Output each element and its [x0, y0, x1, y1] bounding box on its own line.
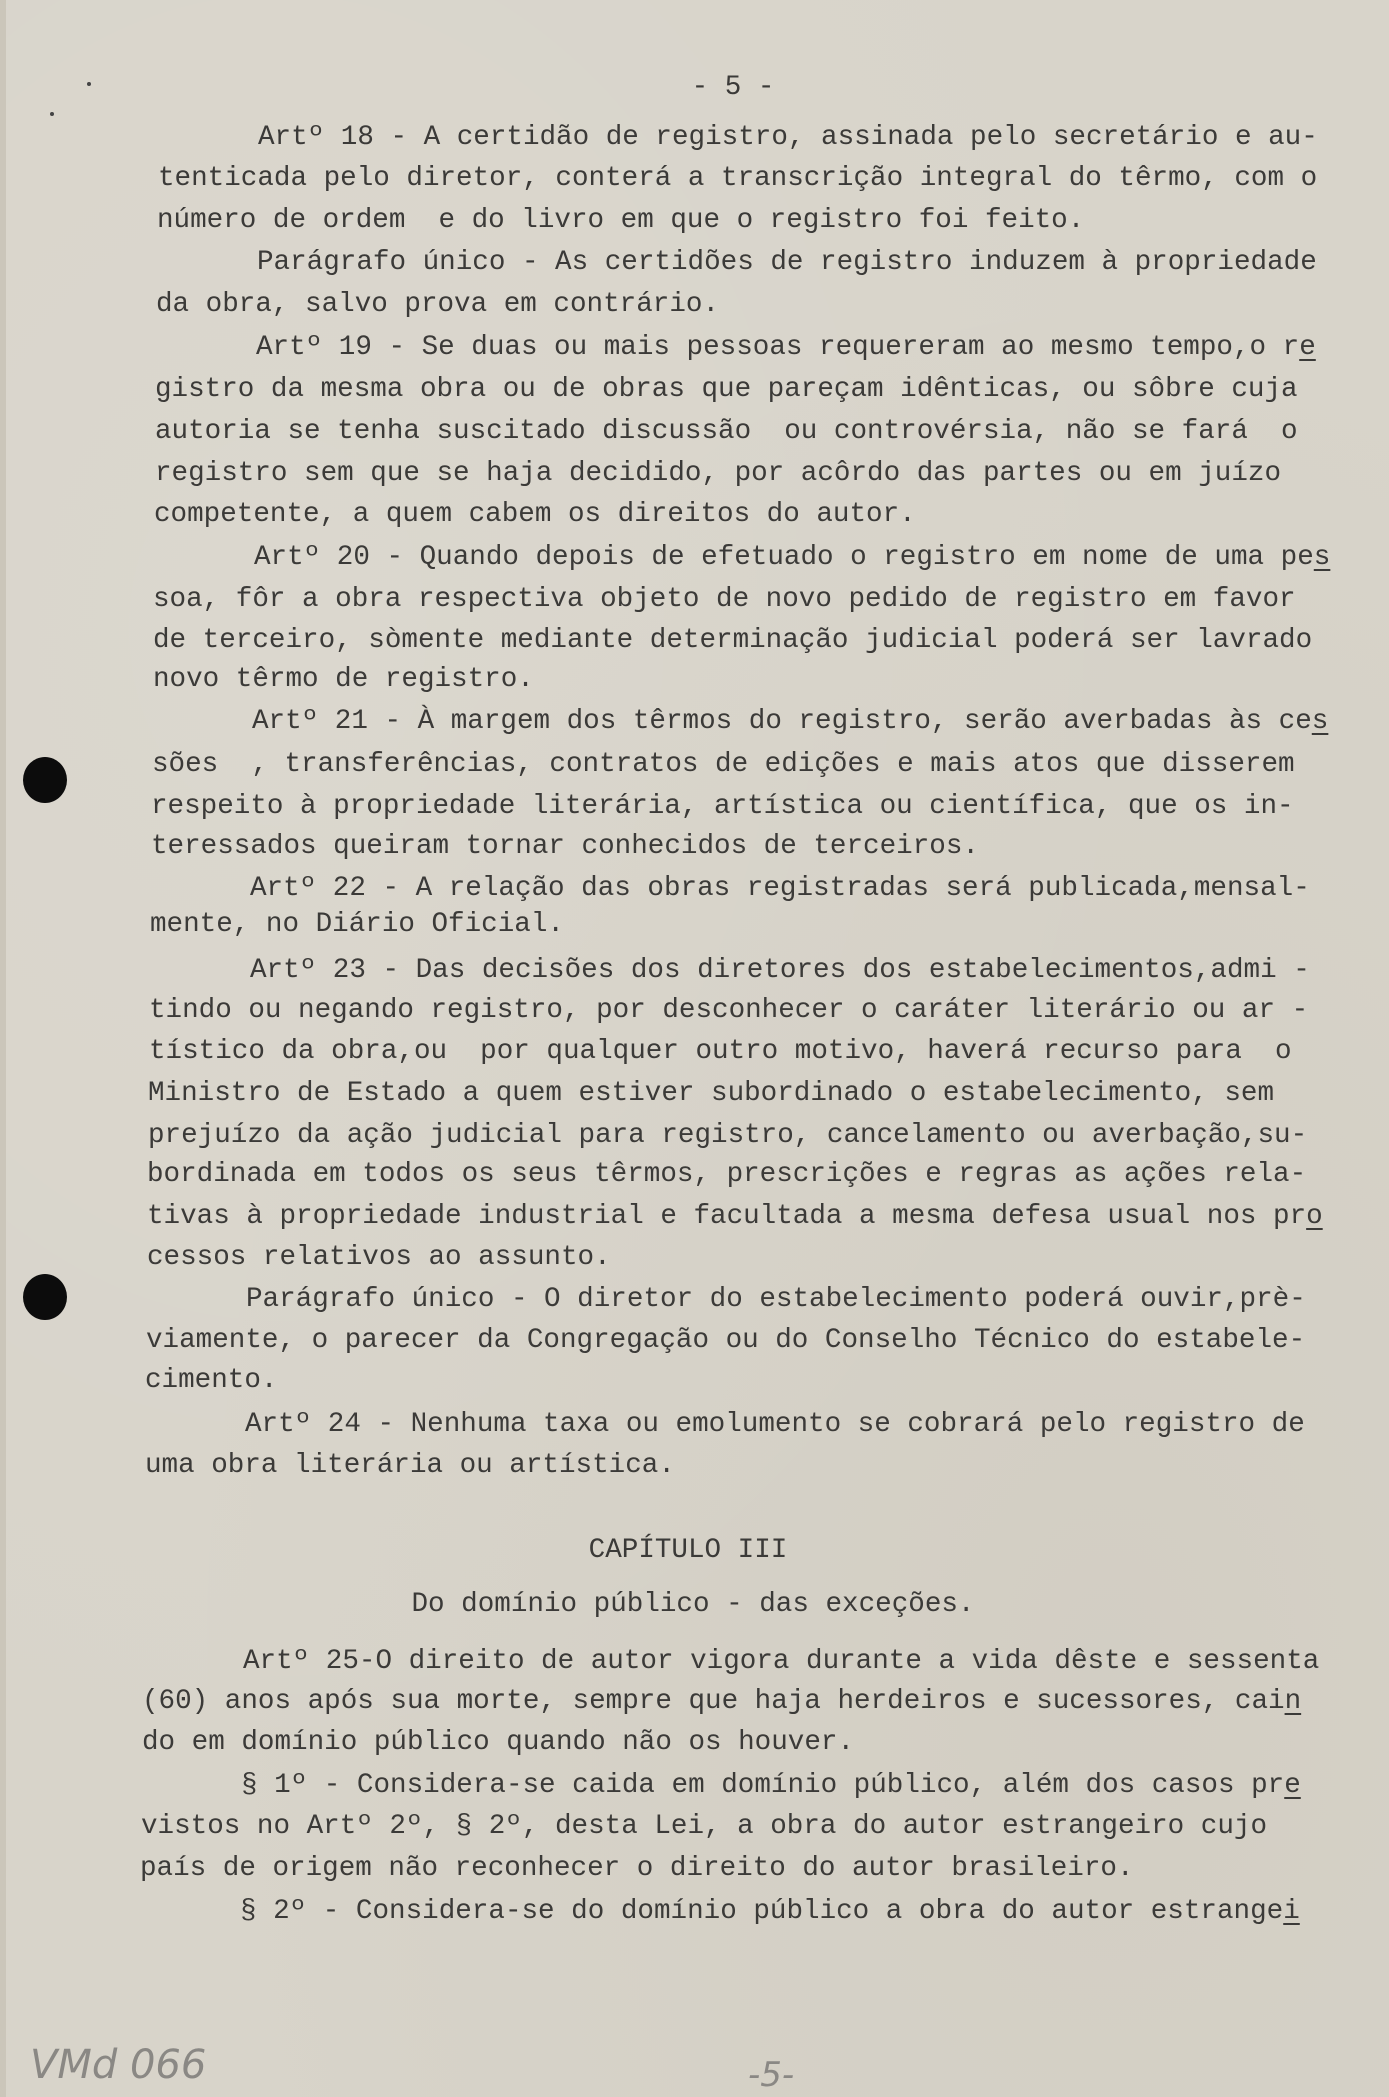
line-text: de terceiro, sòmente mediante determinação judicial poderá ser lavrado	[153, 625, 1313, 656]
ink-speck	[87, 82, 91, 86]
line-text: Artº 21 - À margem dos têrmos do registro, serão averbadas às ce	[252, 706, 1312, 737]
hyphenation-underline: e	[1284, 1770, 1301, 1801]
line-text: § 1º - Considera-se caida em domínio público, além dos casos pr	[241, 1770, 1285, 1801]
line-text: da obra, salvo prova em contrário.	[156, 289, 720, 320]
paragraph-line	[157, 205, 1084, 237]
paragraph-first-line	[241, 1770, 1301, 1802]
page-number-footer: -5-	[748, 2055, 795, 2095]
line-text: teressados queiram tornar conhecidos de terceiros.	[151, 831, 979, 862]
punch-hole	[23, 757, 67, 803]
paragraph-line	[158, 163, 1317, 195]
hyphenation-underline: s	[1311, 706, 1329, 737]
paragraph-line	[145, 1365, 277, 1397]
line-text: autoria se tenha suscitado discussão ou controvérsia, não se fará o	[155, 416, 1298, 447]
paragraph-line	[147, 1201, 1323, 1233]
line-text: gistro da mesma obra ou de obras que pareçam idênticas, ou sôbre cuja	[155, 374, 1298, 405]
paragraph-line	[154, 499, 916, 531]
line-text: mente, no Diário Oficial.	[150, 909, 564, 940]
line-text: tístico da obra,ou por qualquer outro motivo, haverá recurso para o	[149, 1036, 1292, 1067]
punch-hole	[23, 1274, 67, 1320]
paragraph-line	[146, 1325, 1305, 1357]
line-text: sões , transferências, contratos de edições e mais atos que disserem	[152, 749, 1295, 780]
paragraph-first-line	[252, 706, 1328, 738]
hyphenation-underline: e	[1299, 332, 1316, 363]
paragraph-line	[141, 1811, 1267, 1843]
hyphenation-underline: s	[1313, 542, 1331, 573]
line-text: país de origem não reconhecer o direito do autor brasileiro.	[140, 1853, 1134, 1884]
line-text: tenticada pelo diretor, conterá a transcrição integral do têrmo, com o	[158, 163, 1318, 194]
page-number-header: - 5 -	[691, 72, 775, 103]
paragraph-first-line	[256, 332, 1316, 364]
line-text: (60) anos após sua morte, sempre que haja herdeiros e sucessores, cai	[142, 1686, 1285, 1717]
line-text: Artº 23 - Das decisões dos diretores dos estabelecimentos,admi -	[250, 955, 1310, 986]
page-edge	[0, 0, 6, 2097]
paragraph-first-line	[243, 1646, 1319, 1678]
line-text: Artº 19 - Se duas ou mais pessoas requereram ao mesmo tempo,o r	[256, 332, 1300, 363]
paragraph-first-line	[250, 955, 1310, 987]
paragraph-line	[155, 458, 1281, 490]
line-text: Artº 22 - A relação das obras registradas será publicada,mensal-	[250, 873, 1310, 904]
hyphenation-underline: o	[1306, 1201, 1323, 1232]
paragraph-line	[156, 289, 719, 321]
line-text: Ministro de Estado a quem estiver subordinado o estabelecimento, sem	[148, 1078, 1275, 1109]
handwritten-reference: VMd 066	[30, 2042, 207, 2088]
line-text: Artº 24 - Nenhuma taxa ou emolumento se cobrará pelo registro de	[245, 1409, 1305, 1440]
ink-speck	[50, 112, 54, 116]
paragraph-first-line	[258, 122, 1318, 154]
line-text: viamente, o parecer da Congregação ou do Conselho Técnico do estabele-	[146, 1325, 1306, 1356]
paragraph-line	[150, 909, 564, 941]
paragraph-first-line	[257, 247, 1317, 279]
paragraph-line	[149, 1036, 1292, 1068]
paragraph-line	[148, 1078, 1274, 1110]
paragraph-line	[151, 791, 1294, 823]
chapter-title: CAPÍTULO III	[588, 1535, 788, 1566]
line-text: competente, a quem cabem os direitos do autor.	[154, 499, 916, 530]
line-text: novo têrmo de registro.	[153, 664, 534, 695]
line-text: uma obra literária ou artística.	[145, 1450, 675, 1481]
paragraph-first-line	[254, 542, 1330, 574]
paragraph-first-line	[245, 1409, 1305, 1441]
paragraph-line	[140, 1853, 1134, 1885]
line-text: Artº 25-O direito de autor vigora durante a vida dêste e sessenta	[243, 1646, 1320, 1677]
paragraph-first-line	[246, 1284, 1306, 1316]
line-text: tivas à propriedade industrial e facultada a mesma defesa usual nos pr	[147, 1201, 1307, 1232]
hyphenation-underline: i	[1283, 1896, 1300, 1927]
paragraph-line	[142, 1686, 1301, 1718]
line-text: tindo ou negando registro, por desconhecer o caráter literário ou ar -	[149, 995, 1309, 1026]
line-text: Parágrafo único - O diretor do estabelecimento poderá ouvir,prè-	[246, 1284, 1306, 1315]
line-text: vistos no Artº 2º, § 2º, desta Lei, a obra do autor estrangeiro cujo	[141, 1811, 1268, 1842]
paragraph-line	[155, 416, 1298, 448]
paragraph-first-line	[250, 873, 1310, 905]
paragraph-line	[147, 1159, 1306, 1191]
paragraph-line	[149, 995, 1308, 1027]
paragraph-line	[152, 749, 1295, 781]
line-text: Parágrafo único - As certidões de registro induzem à propriedade	[257, 247, 1317, 278]
paragraph-line	[151, 831, 979, 863]
hyphenation-underline: n	[1284, 1686, 1302, 1717]
line-text: bordinada em todos os seus têrmos, prescrições e regras as ações rela-	[147, 1159, 1307, 1190]
line-text: § 2º - Considera-se do domínio público a obra do autor estrange	[240, 1896, 1284, 1927]
line-text: cimento.	[145, 1365, 278, 1396]
paragraph-line	[142, 1727, 854, 1759]
paragraph-line	[148, 1120, 1307, 1152]
paragraph-line	[153, 584, 1296, 616]
paragraph-line	[147, 1242, 611, 1274]
line-text: Artº 18 - A certidão de registro, assinada pelo secretário e au-	[258, 122, 1318, 153]
line-text: Artº 20 - Quando depois de efetuado o registro em nome de uma pe	[254, 542, 1314, 573]
paragraph-line	[153, 664, 534, 696]
line-text: soa, fôr a obra respectiva objeto de novo pedido de registro em favor	[153, 584, 1296, 615]
chapter-subtitle: Do domínio público - das exceções.	[411, 1589, 975, 1620]
paragraph-line	[155, 374, 1298, 406]
line-text: registro sem que se haja decidido, por acôrdo das partes ou em juízo	[155, 458, 1282, 489]
paragraph-first-line	[240, 1896, 1300, 1928]
line-text: do em domínio público quando não os houver.	[142, 1727, 855, 1758]
line-text: cessos relativos ao assunto.	[147, 1242, 611, 1273]
paragraph-line	[145, 1450, 675, 1482]
line-text: número de ordem e do livro em que o registro foi feito.	[157, 205, 1085, 236]
line-text: prejuízo da ação judicial para registro, cancelamento ou averbação,su-	[148, 1120, 1308, 1151]
paragraph-line	[153, 625, 1312, 657]
line-text: respeito à propriedade literária, artística ou científica, que os in-	[151, 791, 1294, 822]
